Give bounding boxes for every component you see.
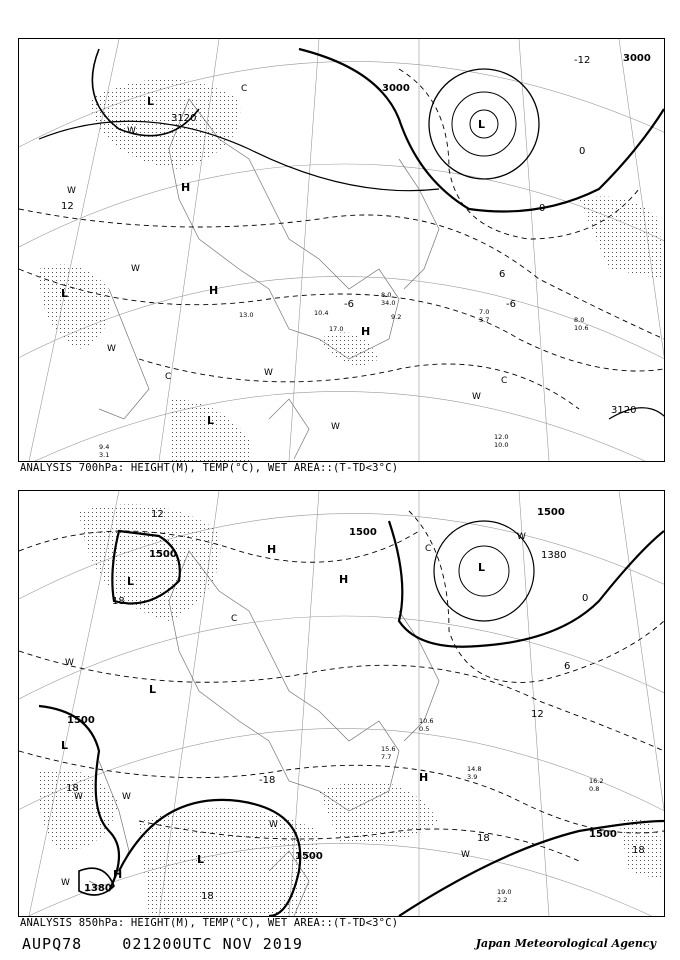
- station-value: 3.1: [99, 451, 110, 459]
- station-value: 3.7: [479, 316, 490, 324]
- temp-label: -6: [344, 299, 354, 310]
- cold-mark: C: [501, 376, 508, 386]
- temp-label: 12: [531, 709, 544, 720]
- low-center: L: [197, 853, 205, 866]
- temp-label: 12: [61, 201, 74, 212]
- station-value: 17.0: [329, 325, 344, 333]
- high-center: H: [113, 868, 123, 881]
- station-value: 10.0: [494, 441, 509, 449]
- station-value: 9.2: [391, 313, 402, 321]
- station-value: 7.7: [381, 753, 392, 761]
- height-label: 1500: [67, 715, 95, 726]
- low-center: L: [61, 739, 69, 752]
- station-value: 12.0: [494, 433, 509, 441]
- warm-mark: W: [107, 344, 116, 354]
- warm-mark: W: [264, 368, 273, 378]
- height-label: 1500: [537, 507, 565, 518]
- height-label: 1500: [349, 527, 377, 538]
- station-value: 19.0: [497, 888, 512, 896]
- warm-mark: W: [472, 392, 481, 402]
- low-center: L: [127, 575, 135, 588]
- warm-mark: W: [65, 658, 74, 668]
- height-labels: [171, 53, 651, 416]
- cold-mark: C: [241, 84, 248, 94]
- temp-label: 0: [582, 593, 589, 604]
- warm-mark: W: [461, 850, 470, 860]
- temp-label: 6: [564, 661, 571, 672]
- temp-label: 18: [632, 845, 645, 856]
- low-center: L: [61, 287, 69, 300]
- high-center: H: [209, 284, 219, 297]
- warm-mark: W: [74, 792, 83, 802]
- agency-credit: Japan Meteorological Agency: [475, 937, 656, 950]
- station-value: 9.4: [99, 443, 110, 451]
- warm-mark: W: [269, 820, 278, 830]
- temp-label: -18: [259, 775, 276, 786]
- height-label: 3000: [382, 83, 410, 94]
- temp-label: 12: [151, 509, 164, 520]
- station-value: 10.6: [419, 717, 434, 725]
- low-center: L: [478, 118, 486, 131]
- height-label: 1500: [295, 851, 323, 862]
- warm-mark: W: [331, 422, 340, 432]
- cold-mark: C: [425, 544, 432, 554]
- station-value: 8.0: [381, 291, 392, 299]
- caption-850hpa: ANALYSIS 850hPa: HEIGHT(M), TEMP(°C), WET AREA::(T-TD<3°C): [20, 917, 399, 929]
- caption-700hpa: ANALYSIS 700hPa: HEIGHT(M), TEMP(°C), WET AREA::(T-TD<3°C): [20, 462, 399, 474]
- warm-mark: W: [122, 792, 131, 802]
- temp-label: -6: [506, 299, 516, 310]
- weather-chart-850hpa: [19, 491, 664, 916]
- high-center: H: [181, 181, 191, 194]
- station-value: 0.8: [589, 785, 600, 793]
- warm-mark: W: [61, 878, 70, 888]
- map-panel-700hpa: [18, 38, 665, 462]
- temp-label: 6: [499, 269, 506, 280]
- temp-label: 18: [112, 596, 125, 607]
- station-value: 16.2: [589, 777, 604, 785]
- temp-label: 18: [477, 833, 490, 844]
- height-label: 1500: [589, 829, 617, 840]
- height-label: 1380: [541, 550, 567, 561]
- high-center: H: [361, 325, 371, 338]
- low-center: L: [147, 95, 155, 108]
- height-label: 3000: [623, 53, 651, 64]
- station-value: 10.4: [314, 309, 329, 317]
- warm-mark: W: [131, 264, 140, 274]
- station-value: 13.0: [239, 311, 254, 319]
- cold-mark: C: [165, 372, 172, 382]
- low-center: L: [149, 683, 157, 696]
- map-panel-850hpa: [18, 490, 665, 917]
- warm-mark: W: [127, 126, 136, 136]
- chart-id-timestamp: AUPQ78 021200UTC NOV 2019: [22, 935, 303, 953]
- height-label: 1380: [84, 883, 112, 894]
- warm-mark: W: [517, 532, 526, 542]
- height-label: 1500: [149, 549, 177, 560]
- wet-areas: [38, 504, 664, 916]
- high-center: H: [339, 573, 349, 586]
- temp-label: 0: [539, 203, 546, 214]
- temp-label: -12: [574, 55, 591, 66]
- temp-label: 18: [201, 891, 214, 902]
- station-value: 7.0: [479, 308, 490, 316]
- low-center: L: [478, 561, 486, 574]
- temp-label: 18: [66, 783, 79, 794]
- station-value: 3.9: [467, 773, 478, 781]
- station-value: 2.2: [497, 896, 508, 904]
- height-label: 3120: [171, 113, 197, 124]
- cold-mark: C: [231, 614, 238, 624]
- high-center: H: [267, 543, 277, 556]
- station-value: 8.0: [574, 316, 585, 324]
- height-label: 3120: [611, 405, 637, 416]
- low-center: L: [207, 414, 215, 427]
- station-value: 10.6: [574, 324, 589, 332]
- high-center: H: [419, 771, 429, 784]
- station-value: 0.5: [419, 725, 430, 733]
- temp-label: 0: [579, 146, 586, 157]
- station-value: 34.0: [381, 299, 396, 307]
- warm-mark: W: [67, 186, 76, 196]
- station-value: 14.8: [467, 765, 482, 773]
- weather-chart-700hpa: [19, 39, 664, 461]
- station-value: 15.6: [381, 745, 396, 753]
